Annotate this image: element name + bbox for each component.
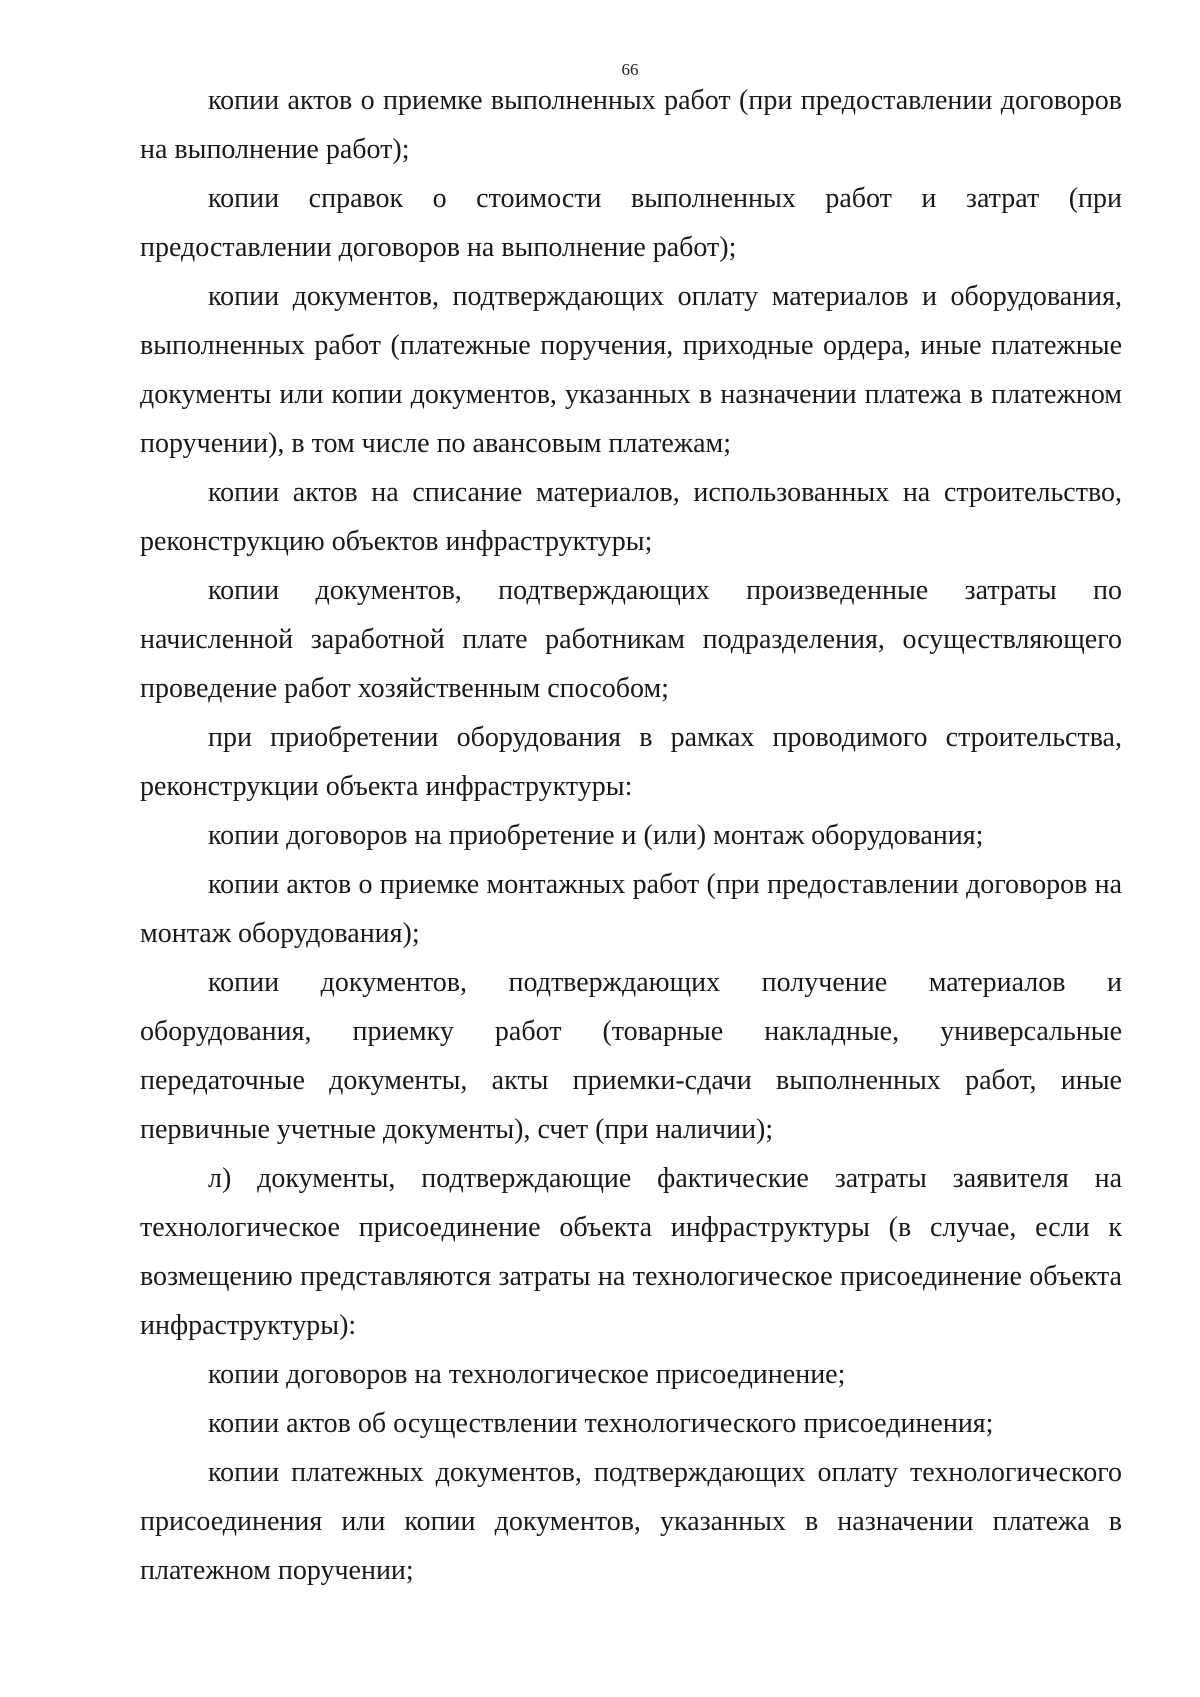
- paragraph: л) документы, подтверждающие фактические затраты заявителя на технологическое присоединение объекта инфраструктуры (в случае, если к возмещению представляются затраты на технологическое присоединение объекта инфраструктуры):: [140, 1163, 1122, 1341]
- paragraph: копии актов на списание материалов, использованных на строительство, реконструкцию объектов инфраструктуры;: [140, 477, 1122, 557]
- paragraph: копии документов, подтверждающих получение материалов и оборудования, приемку работ (товарные накладные, универсальные передаточные документы, акты приемки-сдачи выполненных работ, иные первичные учетные документы), счет (при наличии);: [140, 967, 1122, 1145]
- paragraph: копии документов, подтверждающих оплату материалов и оборудования, выполненных работ (платежные поручения, приходные ордера, иные платежные документы или копии документов, указанных в назначении платежа в платежном поручении), в том числе по авансовым платежам;: [140, 281, 1122, 459]
- paragraph: копии платежных документов, подтверждающих оплату технологического присоединения или копии документов, указанных в назначении платежа в платежном поручении;: [140, 1457, 1122, 1586]
- paragraph: копии актов о приемке выполненных работ (при предоставлении договоров на выполнение работ);: [140, 85, 1122, 165]
- paragraph: копии договоров на технологическое присоединение;: [208, 1359, 846, 1390]
- paragraph: копии актов о приемке монтажных работ (при предоставлении договоров на монтаж оборудования);: [140, 869, 1122, 949]
- paragraph: копии актов об осуществлении технологического присоединения;: [208, 1408, 994, 1439]
- document-body: [140, 76, 1122, 1595]
- paragraph: копии справок о стоимости выполненных работ и затрат (при предоставлении договоров на выполнение работ);: [140, 183, 1122, 263]
- paragraph: копии документов, подтверждающих произведенные затраты по начисленной заработной плате работникам подразделения, осуществляющего проведение работ хозяйственным способом;: [140, 575, 1122, 704]
- paragraph: копии договоров на приобретение и (или) монтаж оборудования;: [208, 820, 984, 851]
- paragraph: при приобретении оборудования в рамках проводимого строительства, реконструкции объекта инфраструктуры:: [140, 722, 1122, 802]
- page-number: 66: [621, 60, 639, 79]
